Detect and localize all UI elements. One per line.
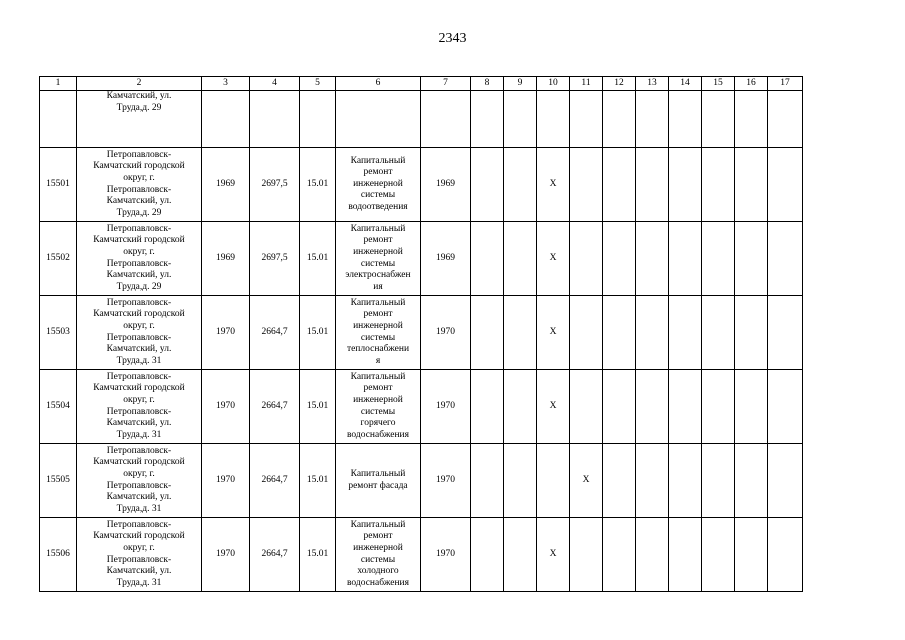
table-cell (702, 91, 735, 148)
table-cell (636, 148, 669, 222)
mark-cell (570, 148, 603, 222)
table-cell (603, 222, 636, 296)
row-id-cell: 15505 (40, 444, 77, 518)
address-line: округ, г. (123, 394, 155, 405)
address-line: Камчатский городской (93, 531, 185, 542)
code-cell: 15.01 (300, 222, 336, 296)
address-cell (77, 370, 202, 444)
mark-cell: Х (537, 518, 570, 592)
table-cell (768, 91, 803, 148)
table-cell (300, 91, 336, 148)
address-line: округ, г. (123, 542, 155, 553)
table-row (40, 370, 803, 444)
code-cell: 15.01 (300, 444, 336, 518)
address-cell (77, 148, 202, 222)
address-line: Петропавловск- (106, 554, 172, 565)
table-cell (735, 148, 768, 222)
work-type-line: системы (360, 406, 396, 417)
table-row (40, 148, 803, 222)
table-row (40, 222, 803, 296)
address-line: Петропавловск- (106, 149, 172, 160)
address-line: Камчатский, ул. (106, 344, 172, 355)
work-type-line: инженерной (353, 246, 403, 257)
column-header: 3 (202, 77, 250, 91)
work-type-line: системы (360, 332, 396, 343)
table-cell (421, 91, 471, 148)
address-cell (77, 91, 202, 148)
year-built-cell: 1970 (202, 444, 250, 518)
column-header: 6 (336, 77, 421, 91)
area-cell: 2697,5 (250, 222, 300, 296)
table-cell (202, 91, 250, 148)
table-cell (669, 91, 702, 148)
address-line: Петропавловск- (106, 332, 172, 343)
table-cell (603, 518, 636, 592)
table-cell (735, 222, 768, 296)
row-id-cell: 15501 (40, 148, 77, 222)
work-type-line: системы (360, 190, 396, 201)
table-cell (636, 91, 669, 148)
mark-cell: Х (537, 148, 570, 222)
work-type-cell (336, 222, 421, 296)
address-line: Камчатский, ул. (106, 196, 172, 207)
table-cell (669, 296, 702, 370)
mark-cell (570, 370, 603, 444)
mark-cell: Х (537, 222, 570, 296)
table-cell (702, 222, 735, 296)
page-number: 2343 (438, 31, 467, 46)
table-cell (702, 370, 735, 444)
column-header: 14 (669, 77, 702, 91)
work-type-line: горячего (360, 418, 396, 429)
table-cell (504, 148, 537, 222)
table-cell (471, 296, 504, 370)
mark-cell (570, 222, 603, 296)
code-cell: 15.01 (300, 296, 336, 370)
table-cell (504, 370, 537, 444)
work-type-line: инженерной (353, 178, 403, 189)
address-line: Петропавловск- (106, 258, 172, 269)
work-type-line: ремонт (363, 531, 393, 542)
address-line: Труда,д. 31 (116, 355, 162, 366)
column-header: 12 (603, 77, 636, 91)
work-type-line: электроснабжен (345, 270, 411, 281)
year-cell: 1970 (421, 296, 471, 370)
address-line: Труда,д. 29 (116, 207, 162, 218)
address-line: Труда,д. 29 (116, 281, 162, 292)
table-cell (471, 444, 504, 518)
table-cell (504, 91, 537, 148)
work-type-cell (336, 444, 421, 518)
table-cell (471, 148, 504, 222)
mark-cell: Х (537, 296, 570, 370)
work-type-line: Капитальный (350, 371, 406, 382)
table-cell (768, 370, 803, 444)
table-cell (471, 91, 504, 148)
work-type-line: ремонт (363, 167, 393, 178)
column-header: 1 (40, 77, 77, 91)
address-line: Камчатский городской (93, 161, 185, 172)
column-header: 13 (636, 77, 669, 91)
table-cell (250, 91, 300, 148)
table-cell (603, 91, 636, 148)
address-line: Камчатский, ул. (106, 270, 172, 281)
work-type-line: Капитальный (350, 468, 406, 479)
table-cell (669, 222, 702, 296)
address-line: Труда,д. 31 (116, 577, 162, 588)
code-cell: 15.01 (300, 148, 336, 222)
work-type-line: Капитальный (350, 155, 406, 166)
table-cell (735, 370, 768, 444)
address-line: Камчатский городской (93, 457, 185, 468)
mark-cell (570, 518, 603, 592)
table-cell (603, 296, 636, 370)
work-type-line: инженерной (353, 394, 403, 405)
table-cell (504, 222, 537, 296)
address-line: Петропавловск- (106, 184, 172, 195)
year-cell: 1970 (421, 370, 471, 444)
area-cell: 2664,7 (250, 296, 300, 370)
table-row (40, 444, 803, 518)
address-line: Петропавловск- (106, 371, 172, 382)
table-cell (504, 518, 537, 592)
table-cell (40, 91, 77, 148)
work-type-line: водоснабжения (346, 429, 410, 440)
code-cell: 15.01 (300, 518, 336, 592)
work-type-line: Капитальный (350, 519, 406, 530)
table-cell (735, 91, 768, 148)
table-cell (768, 222, 803, 296)
table-cell (636, 222, 669, 296)
table-cell (669, 444, 702, 518)
address-line: Петропавловск- (106, 297, 172, 308)
year-built-cell: 1969 (202, 222, 250, 296)
column-header: 9 (504, 77, 537, 91)
table-cell (603, 370, 636, 444)
work-type-line: ремонт (363, 309, 393, 320)
column-header: 2 (77, 77, 202, 91)
year-built-cell: 1970 (202, 296, 250, 370)
work-type-line: холодного (357, 566, 399, 577)
year-cell: 1970 (421, 444, 471, 518)
address-line: Камчатский, ул. (106, 91, 172, 101)
address-line: Петропавловск- (106, 445, 172, 456)
area-cell: 2664,7 (250, 518, 300, 592)
year-cell: 1970 (421, 518, 471, 592)
work-type-line: водоснабжения (346, 577, 410, 588)
address-cell (77, 518, 202, 592)
column-header: 10 (537, 77, 570, 91)
table-cell (636, 444, 669, 518)
year-built-cell: 1969 (202, 148, 250, 222)
address-line: Камчатский городской (93, 383, 185, 394)
table-cell (669, 148, 702, 222)
table-cell (768, 518, 803, 592)
table-cell (504, 444, 537, 518)
continuation-row (40, 91, 803, 148)
table-cell (570, 91, 603, 148)
mark-cell: Х (570, 444, 603, 518)
table-cell (702, 518, 735, 592)
work-type-line: инженерной (353, 542, 403, 553)
table-cell (603, 444, 636, 518)
address-line: Петропавловск- (106, 223, 172, 234)
address-cell (77, 222, 202, 296)
work-type-cell (336, 296, 421, 370)
column-header: 4 (250, 77, 300, 91)
year-cell: 1969 (421, 148, 471, 222)
table-cell (768, 148, 803, 222)
address-line: Петропавловск- (106, 519, 172, 530)
table-cell (669, 370, 702, 444)
table-cell (504, 296, 537, 370)
address-line: Камчатский, ул. (106, 566, 172, 577)
mark-cell (537, 444, 570, 518)
row-id-cell: 15503 (40, 296, 77, 370)
column-header: 7 (421, 77, 471, 91)
mark-cell: Х (537, 370, 570, 444)
work-type-line: ремонт (363, 235, 393, 246)
address-cell (77, 296, 202, 370)
header-row (40, 77, 803, 91)
capital-repair-table (39, 76, 803, 592)
address-line: округ, г. (123, 320, 155, 331)
area-cell: 2664,7 (250, 370, 300, 444)
column-header: 8 (471, 77, 504, 91)
column-header: 5 (300, 77, 336, 91)
work-type-line: я (375, 355, 381, 366)
work-type-cell (336, 518, 421, 592)
mark-cell (570, 296, 603, 370)
table-cell (537, 91, 570, 148)
work-type-line: ремонт фасада (348, 480, 408, 491)
address-cell (77, 444, 202, 518)
table-cell (636, 370, 669, 444)
work-type-line: инженерной (353, 320, 403, 331)
table-cell (702, 444, 735, 518)
address-line: Петропавловск- (106, 480, 172, 491)
work-type-line: Капитальный (350, 297, 406, 308)
address-line: Петропавловск- (106, 406, 172, 417)
work-type-cell (336, 148, 421, 222)
table-cell (735, 296, 768, 370)
table-cell (471, 222, 504, 296)
address-line: Труда,д. 31 (116, 429, 162, 440)
work-type-line: теплоснабжени (346, 344, 410, 355)
row-id-cell: 15504 (40, 370, 77, 444)
column-header: 16 (735, 77, 768, 91)
table-cell (336, 91, 421, 148)
table-cell (735, 444, 768, 518)
table-cell (669, 518, 702, 592)
table-cell (471, 370, 504, 444)
table-cell (768, 444, 803, 518)
work-type-line: водоотведения (348, 201, 408, 212)
table-cell (603, 148, 636, 222)
area-cell: 2664,7 (250, 444, 300, 518)
table-cell (702, 148, 735, 222)
column-header: 17 (768, 77, 803, 91)
row-id-cell: 15506 (40, 518, 77, 592)
table-cell (768, 296, 803, 370)
table-cell (636, 518, 669, 592)
code-cell: 15.01 (300, 370, 336, 444)
address-line: округ, г. (123, 172, 155, 183)
year-cell: 1969 (421, 222, 471, 296)
column-header: 11 (570, 77, 603, 91)
year-built-cell: 1970 (202, 370, 250, 444)
work-type-line: системы (360, 258, 396, 269)
address-line: Труда,д. 29 (116, 102, 162, 113)
table-cell (735, 518, 768, 592)
work-type-cell (336, 370, 421, 444)
work-type-line: Капитальный (350, 223, 406, 234)
area-cell: 2697,5 (250, 148, 300, 222)
address-line: Камчатский, ул. (106, 418, 172, 429)
address-line: округ, г. (123, 246, 155, 257)
table-row (40, 296, 803, 370)
work-type-line: ремонт (363, 383, 393, 394)
address-line: Камчатский, ул. (106, 492, 172, 503)
address-line: Камчатский городской (93, 309, 185, 320)
work-type-line: ия (373, 281, 383, 292)
work-type-line: системы (360, 554, 396, 565)
row-id-cell: 15502 (40, 222, 77, 296)
address-line: Камчатский городской (93, 235, 185, 246)
address-line: округ, г. (123, 468, 155, 479)
year-built-cell: 1970 (202, 518, 250, 592)
table-cell (636, 296, 669, 370)
address-line: Труда,д. 31 (116, 503, 162, 514)
column-header: 15 (702, 77, 735, 91)
table-cell (702, 296, 735, 370)
table-cell (471, 518, 504, 592)
table-row (40, 518, 803, 592)
